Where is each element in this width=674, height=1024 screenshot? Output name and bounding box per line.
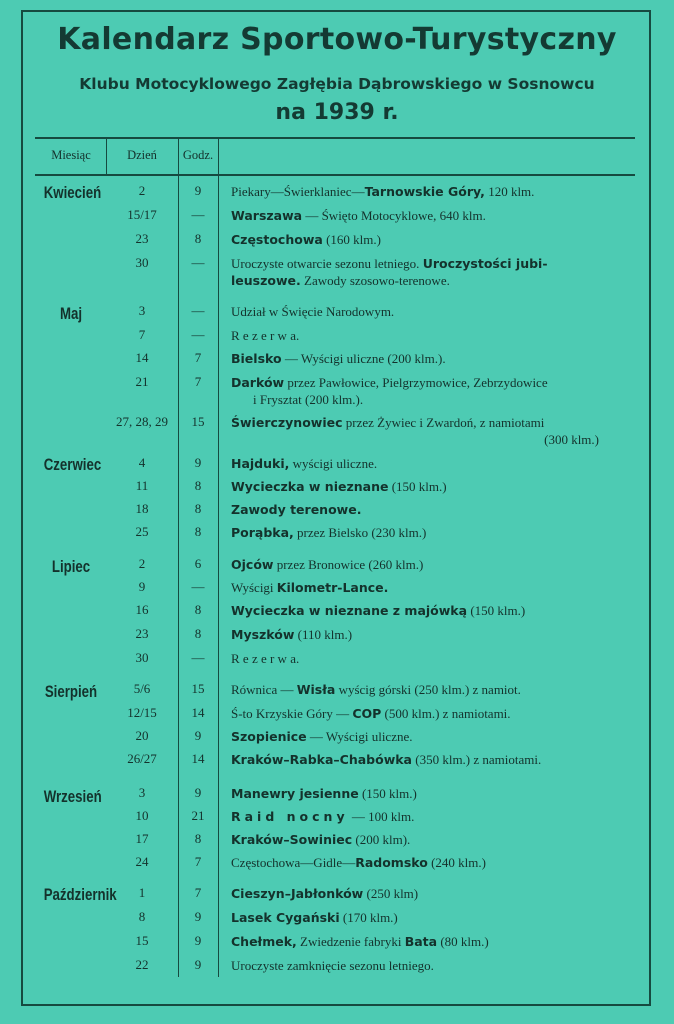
row-hour: — <box>191 579 205 594</box>
table-top-rule <box>35 137 635 139</box>
row-day: 10 <box>135 808 149 823</box>
row-hour: 9 <box>194 957 202 972</box>
row-hour: 8 <box>194 831 202 846</box>
row-day: 2 <box>138 183 146 198</box>
row-description: Cieszyn–Jabłonków (250 klm) <box>231 886 419 901</box>
row-day: 16 <box>135 602 149 617</box>
row-hour: — <box>191 327 205 342</box>
row-description: Wycieczka w nieznane z majówką (150 klm.) <box>231 603 526 618</box>
row-description: Równica — Wisła wyścig górski (250 klm.) z namiot. <box>231 682 521 697</box>
row-hour: 8 <box>194 478 202 493</box>
row-hour: 7 <box>194 885 202 900</box>
row-day: 27, 28, 29 <box>116 414 168 429</box>
row-description: Chełmek, Zwiedzenie fabryki Bata (80 klm.) <box>231 934 489 949</box>
row-hour: 8 <box>194 524 202 539</box>
row-day: 23 <box>135 626 149 641</box>
month-label: Lipiec <box>51 557 91 576</box>
row-hour: 6 <box>194 556 202 571</box>
row-day: 23 <box>135 231 149 246</box>
month-label: Październik <box>43 885 117 904</box>
row-day: 17 <box>135 831 149 846</box>
row-description: Uroczyste zamknięcie sezonu letniego. <box>231 958 434 973</box>
row-day: 15 <box>135 933 149 948</box>
row-description: Uroczyste otwarcie sezonu letniego. Uroczystości jubi- leuszowe. Zawody szosowo-terenowe. <box>231 256 548 288</box>
row-description: Warszawa — Święto Motocyklowe, 640 klm. <box>231 208 486 223</box>
row-description: Porąbka, przez Bielsko (230 klm.) <box>231 525 427 540</box>
row-day: 3 <box>138 785 146 800</box>
row-hour: 8 <box>194 501 202 516</box>
row-hour: — <box>191 303 205 318</box>
month-label: Maj <box>59 304 83 323</box>
row-hour: 21 <box>191 808 205 823</box>
row-description: Raid nocny — 100 klm. <box>231 809 415 824</box>
row-description: Ś-to Krzyskie Góry — COP (500 klm.) z namiotami. <box>231 706 511 721</box>
page-subtitle: Klubu Motocyklowego Zagłębia Dąbrowskiego w Sosnowcu <box>79 75 595 93</box>
row-description: Wyścigi Kilometr-Lance. <box>231 580 389 595</box>
row-day: 30 <box>135 255 149 270</box>
row-hour: 14 <box>191 705 205 720</box>
row-description: Szopienice — Wyścigi uliczne. <box>231 729 413 744</box>
column-header-hour: Godz. <box>182 148 214 162</box>
row-hour: 9 <box>194 933 202 948</box>
row-description: Częstochowa (160 klm.) <box>231 232 381 247</box>
row-description: Lasek Cygański (170 klm.) <box>231 910 398 925</box>
row-hour: — <box>191 207 205 222</box>
column-divider <box>218 137 219 977</box>
row-day: 12/15 <box>127 705 157 720</box>
row-day: 3 <box>138 303 146 318</box>
row-description: Częstochowa—Gidle—Radomsko (240 klm.) <box>231 855 486 870</box>
row-day: 4 <box>138 455 146 470</box>
row-description: Piekary—Świerklaniec—Tarnowskie Góry, 120 klm. <box>231 184 535 199</box>
row-day: 14 <box>135 350 149 365</box>
row-hour: 9 <box>194 183 202 198</box>
month-label: Czerwiec <box>43 455 102 474</box>
row-description: Manewry jesienne (150 klm.) <box>231 786 417 801</box>
row-day: 25 <box>135 524 149 539</box>
row-description: Kraków–Rabka–Chabówka (350 klm.) z namiotami. <box>231 752 542 767</box>
month-label: Sierpień <box>44 682 98 701</box>
row-hour: 9 <box>194 455 202 470</box>
row-hour: 8 <box>194 602 202 617</box>
row-hour: 9 <box>194 728 202 743</box>
row-day: 24 <box>135 854 149 869</box>
column-header-month: Miesiąc <box>51 148 91 162</box>
row-day: 5/6 <box>133 681 151 696</box>
page-title: Kalendarz Sportowo-Turystyczny <box>57 22 617 57</box>
row-description: Bielsko — Wyścigi uliczne (200 klm.). <box>231 351 446 366</box>
row-description: Myszków (110 klm.) <box>231 627 353 642</box>
row-description: Hajduki, wyścigi uliczne. <box>231 456 378 471</box>
row-description: Darków przez Pawłowice, Pielgrzymowice, Zebrzydowice i Frysztat (200 klm.). <box>231 375 548 407</box>
row-hour: 15 <box>191 414 205 429</box>
row-day: 8 <box>138 909 146 924</box>
row-day: 15/17 <box>127 207 157 222</box>
row-hour: 9 <box>194 909 202 924</box>
row-description: R e z e r w a. <box>231 651 300 666</box>
row-hour: 7 <box>194 374 202 389</box>
page-year: na 1939 r. <box>275 100 399 125</box>
row-day: 30 <box>135 650 149 665</box>
month-label: Wrzesień <box>43 787 102 806</box>
row-hour: 8 <box>194 231 202 246</box>
row-day: 22 <box>135 957 149 972</box>
column-header-day: Dzień <box>127 148 157 162</box>
row-description: Zawody terenowe. <box>231 502 362 517</box>
row-day: 20 <box>135 728 149 743</box>
row-description: Ojców przez Bronowice (260 klm.) <box>231 557 424 572</box>
row-description: Świerczynowiec przez Żywiec i Zwardoń, z namiotami (300 klm.) <box>231 415 599 447</box>
row-description: Kraków–Sowiniec (200 klm). <box>231 832 411 847</box>
row-day: 11 <box>135 478 149 493</box>
row-day: 26/27 <box>127 751 157 766</box>
row-hour: 8 <box>194 626 202 641</box>
row-day: 7 <box>138 327 146 342</box>
row-day: 2 <box>138 556 146 571</box>
row-description: R e z e r w a. <box>231 328 300 343</box>
month-label: Kwiecień <box>43 183 102 202</box>
header-bottom-rule <box>35 174 635 176</box>
row-day: 1 <box>138 885 146 900</box>
row-hour: 7 <box>194 350 202 365</box>
row-day: 9 <box>138 579 146 594</box>
row-hour: 15 <box>191 681 205 696</box>
row-description: Udział w Święcie Narodowym. <box>231 304 395 319</box>
row-hour: 14 <box>191 751 205 766</box>
row-description: Wycieczka w nieznane (150 klm.) <box>231 479 447 494</box>
row-hour: 9 <box>194 785 202 800</box>
row-day: 18 <box>135 501 149 516</box>
row-hour: — <box>191 255 205 270</box>
row-hour: — <box>191 650 205 665</box>
row-hour: 7 <box>194 854 202 869</box>
row-day: 21 <box>135 374 149 389</box>
